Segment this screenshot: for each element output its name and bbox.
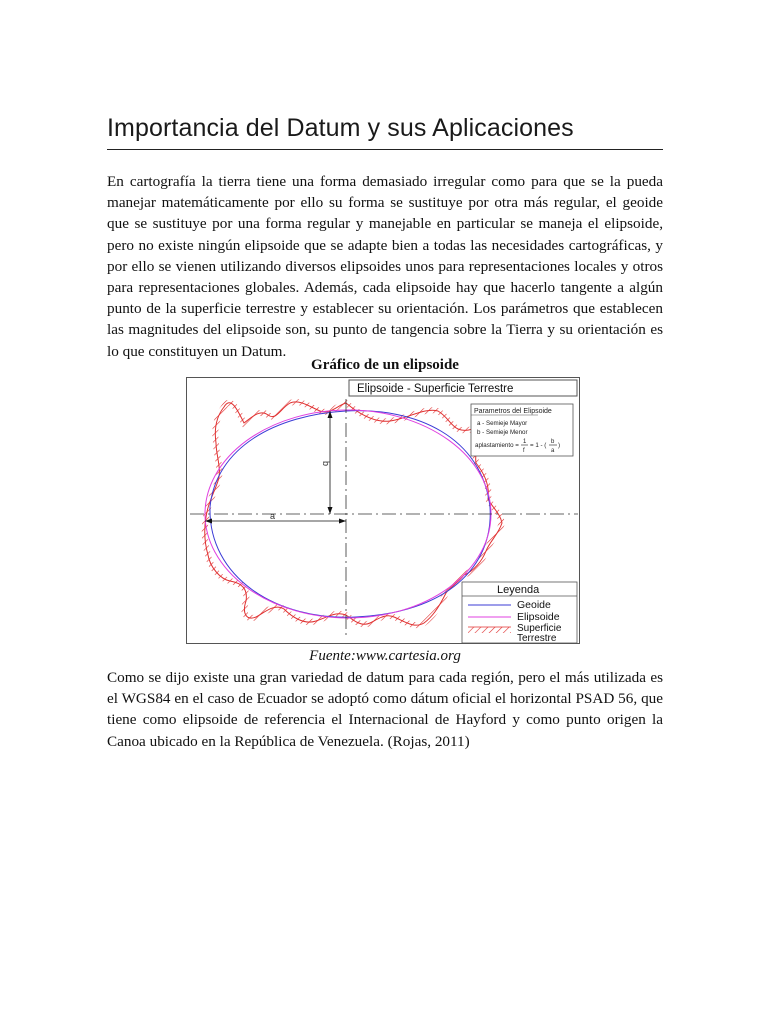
- figure-legend: [462, 582, 577, 644]
- param-b-label: b - Semieje Menor: [477, 429, 528, 436]
- ellipsoid-figure: [186, 377, 583, 645]
- legend-swatch-surface: [468, 627, 511, 633]
- svg-text:= 1 - (: = 1 - (: [530, 442, 547, 449]
- svg-text:1: 1: [523, 439, 527, 445]
- paragraph-intro: En cartografía la tierra tiene una forma demasiado irregular como para que se la pueda manejar matemáticamente por ello su forma se sustituye por otra más regular, el geoide que se sustituye por una forma regular y manejable en particular se maneja el elipsoide, pero no existe ningún elipsoide que se adapte bien a todas las necesidades cartográficas, y por ello se vienen utilizando diversos elipsoides unos para representaciones locales y otros para representaciones globales. Además, cada elipsoide hay que hacerlo tangente a algún punto de la superficie terrestre y establecer su orientación. Los parámetros que establecen las magnitudes del elipsoide son, su punto de tangencia sobre la Tierra y su orientación es lo que constituyen un Datum.: [107, 173, 663, 360]
- figure-caption: Gráfico de un elipsoide: [311, 357, 459, 373]
- param-a-label: a - Semieje Mayor: [477, 420, 528, 427]
- svg-text:a: a: [551, 448, 555, 454]
- svg-text:b: b: [321, 461, 331, 467]
- figure-header-text: Elipsoide - Superficie Terrestre: [357, 383, 514, 395]
- title-divider: [107, 149, 663, 150]
- legend-label-surface-2: Terrestre: [517, 633, 557, 644]
- figure-header: [349, 380, 577, 396]
- legend-label-surface: Superficie: [517, 623, 562, 634]
- paragraph-datum: Como se dijo existe una gran variedad de datum para cada región, pero el más utilizada es el WGS84 en el caso de Ecuador se adoptó como dátum oficial el horizontal PSAD 56, que tiene como elipsoide de referencia el Internacional de Hayford y como punto origen la Canoa ubicado en la República de Venezuela. (Rojas, 2011): [107, 669, 663, 750]
- legend-label-geoid: Geoide: [517, 599, 551, 611]
- svg-text:a: a: [270, 511, 276, 521]
- flattening-label: aplastamiento =: [475, 442, 519, 449]
- svg-text:b: b: [551, 439, 555, 445]
- ellipsoid-parameters-box: [471, 404, 573, 456]
- figure-source: Fuente:www.cartesia.org: [309, 648, 461, 664]
- page-title: Importancia del Datum y sus Aplicaciones: [107, 114, 574, 142]
- svg-text:f: f: [523, 448, 525, 454]
- legend-label-ellipsoid: Elipsoide: [517, 611, 560, 623]
- legend-title: Leyenda: [497, 584, 540, 596]
- params-title: Parametros del Elipsoide: [474, 408, 552, 415]
- svg-text:): ): [558, 442, 561, 449]
